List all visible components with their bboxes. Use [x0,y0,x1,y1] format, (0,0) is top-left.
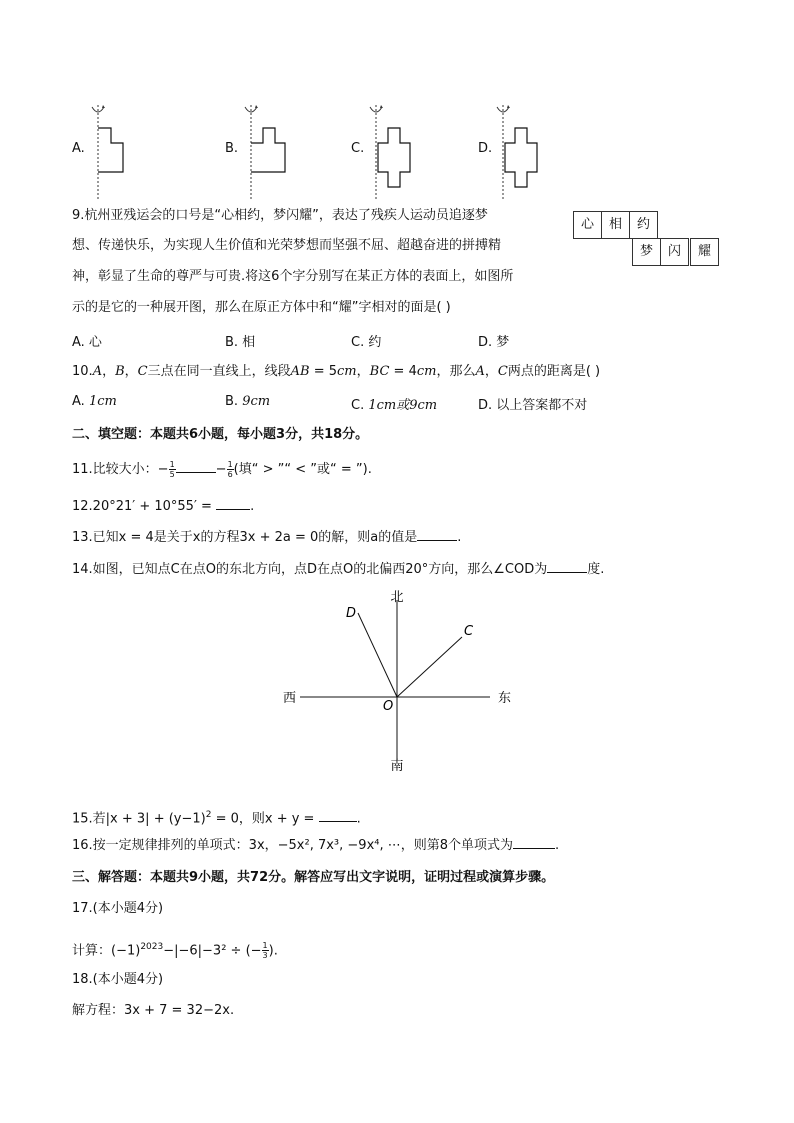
q14-answer-blank[interactable] [547,560,587,573]
question-11: 11.比较大小：− $\frac{1}{5}$ − $\frac{1}{6}$ (填“ > ”“ < ”或“ = ”). [72,460,372,479]
q10-option-a: A. 1cm [72,394,117,409]
section-3-heading: 三、解答题：本题共9小题，共72分。解答应写出文字说明，证明过程或演算步骤。 [72,870,555,885]
q10-option-c: C. 1cm或9cm [351,398,438,413]
q15-answer-blank[interactable] [319,809,357,822]
label-o: O [383,699,394,714]
fraction-1-6: $\frac{1}{6}$ [227,460,233,479]
figure-a [92,105,123,200]
q18-problem: 解方程：3x + 7 = 32−2x. [72,1003,235,1018]
cube-cell-4: 梦 [632,238,661,266]
q8-option-b: B. [225,141,239,156]
q8-option-a: A. [72,141,85,156]
q18-title: 18.(本小题4分) [72,972,164,987]
q9-line4: 示的是它的一种展开图，那么在原正方体中和“耀”字相对的面是( ) [72,300,451,315]
q12-answer-blank[interactable] [216,497,250,510]
q9-line1: 9.杭州亚残运会的口号是“心相约，梦闪耀”，表达了残疾人运动员追逐梦 [72,208,488,223]
cube-cell-1: 心 [573,211,602,239]
cube-cell-2: 相 [601,211,630,239]
label-d: D [346,606,357,621]
question-15: 15.若$|x + 3| + (y-1)^2 = 0$，则x + y = . [72,810,361,827]
question-13: 13.已知x = 4是关于x的方程3x + 2a = 0的解，则a的值是 . [72,530,462,545]
cube-cell-5: 闪 [660,238,689,266]
q13-answer-blank[interactable] [417,528,457,541]
figure-c [370,105,410,200]
q17-problem: 计算：$(-1)^{2023}-|-6|-3^2$ ÷ (− $\frac{1}{3}$ ). [72,941,278,961]
cube-cell-3: 约 [629,211,658,239]
question-14: 14.如图，已知点C在点O的东北方向，点D在点O的北偏西20°方向，那么∠COD为 度. [72,562,605,577]
label-west: 西 [283,691,297,706]
figure-d [497,105,537,200]
q9-option-a: A. 心 [72,335,102,350]
question-16: 16.按一定规律排列的单项式：3x，−5x², 7x³, −9x⁴, ⋯，则第8个单项式为 . [72,838,560,853]
q10-option-d: D. 以上答案都不对 [478,398,588,413]
q8-option-c: C. [351,141,365,156]
q9-line2: 想、传递快乐，为实现人生价值和光荣梦想而坚强不屈、超越奋进的拼搏精 [72,238,502,253]
q9-option-c: C. 约 [351,335,382,350]
label-east: 东 [498,691,512,706]
label-south: 南 [390,759,404,774]
q8-option-d: D. [478,141,493,156]
q10-option-b: B. 9cm [225,394,271,409]
direction-diagram [280,585,520,780]
label-c: C [464,624,474,639]
label-north: 北 [390,590,404,605]
q9-line3: 神，彰显了生命的尊严与可贵.将这6个字分别写在某正方体的表面上，如图所 [72,269,514,284]
section-2-heading: 二、填空题：本题共6小题，每小题3分，共18分。 [72,427,369,442]
q11-answer-blank[interactable] [176,460,216,473]
fraction-1-3: $\frac{1}{3}$ [262,941,268,961]
q9-option-b: B. 相 [225,335,256,350]
cube-cell-6: 耀 [690,238,719,266]
q16-answer-blank[interactable] [513,836,555,849]
figure-b [245,105,285,200]
fraction-1-5: $\frac{1}{5}$ [169,460,175,479]
q10-stem: 10.A，B，C三点在同一直线上，线段AB = 5cm，BC = 4cm，那么A，C两点的距离是( ) [72,364,601,379]
q9-option-d: D. 梦 [478,335,510,350]
q17-title: 17.(本小题4分) [72,901,164,916]
question-12: 12.20°21′ + 10°55′ = . [72,499,255,514]
